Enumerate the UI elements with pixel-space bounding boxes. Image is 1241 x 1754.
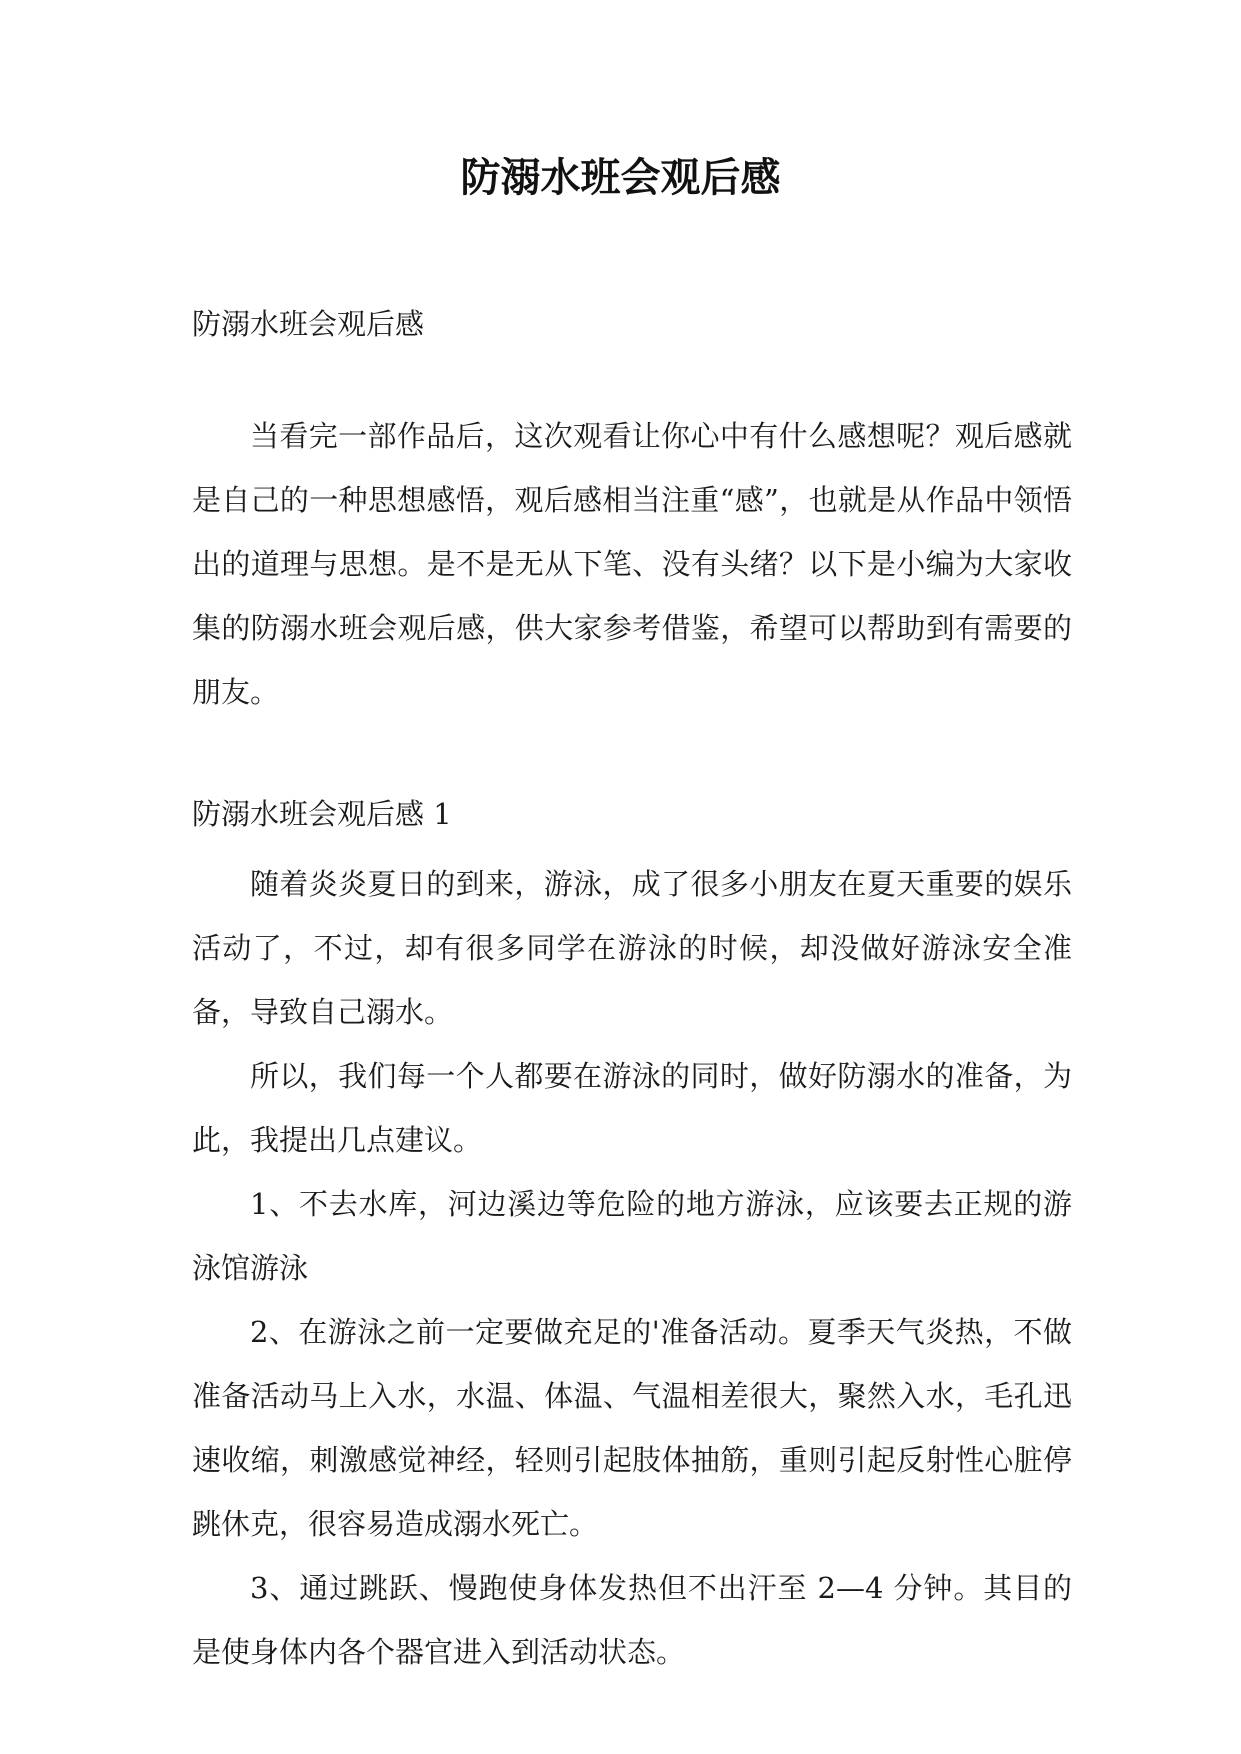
document-body — [192, 292, 1072, 1684]
body-paragraph: 随着炎炎夏日的到来，游泳，成了很多小朋友在夏天重要的娱乐活动了，不过，却有很多同学在游泳的时候，却没做好游泳安全准备，导致自己溺水。 — [192, 867, 1072, 1029]
document-title: 防溺水班会观后感 — [460, 155, 781, 201]
suggestion-item-3: 3、通过跳跃、慢跑使身体发热但不出汗至 2—4 分钟。其目的是使身体内各个器官进入到活动状态。 — [192, 1571, 1072, 1669]
document-subtitle: 防溺水班会观后感 — [192, 307, 425, 341]
intro-paragraph: 当看完一部作品后，这次观看让你心中有什么感想呢？观后感就是自己的一种思想感悟，观后感相当注重“感”，也就是从作品中领悟出的道理与思想。是不是无从下笔、没有头绪？以下是小编为大家收集的防溺水班会观后感，供大家参考借鉴，希望可以帮助到有需要的朋友。 — [192, 419, 1072, 709]
section-heading-1: 防溺水班会观后感 1 — [192, 797, 452, 831]
suggestion-item-2: 2、在游泳之前一定要做充足的'准备活动。夏季天气炎热，不做准备活动马上入水，水温、体温、气温相差很大，聚然入水，毛孔迅速收缩，刺激感觉神经，轻则引起肢体抽筋，重则引起反射性心脏停跳休克，很容易造成溺水死亡。 — [192, 1315, 1072, 1541]
suggestion-item-1: 1、不去水库，河边溪边等危险的地方游泳，应该要去正规的游泳馆游泳 — [192, 1187, 1072, 1285]
body-paragraph: 所以，我们每一个人都要在游泳的同时，做好防溺水的准备，为此，我提出几点建议。 — [192, 1059, 1072, 1157]
